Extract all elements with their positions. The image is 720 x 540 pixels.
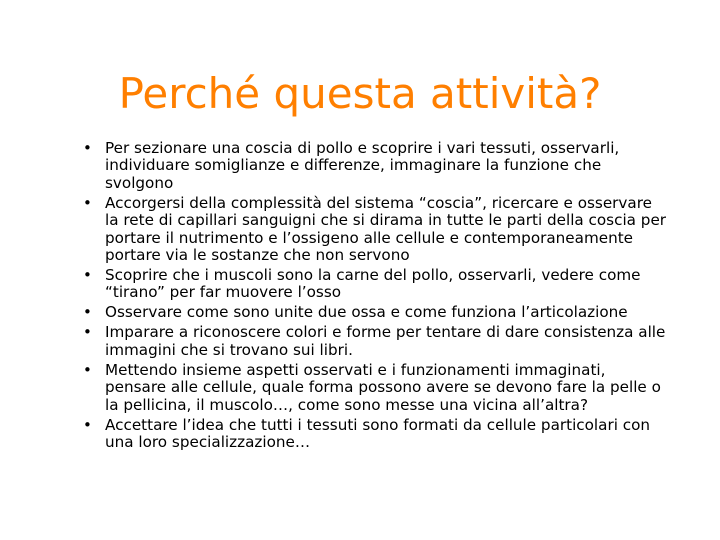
bullet-marker: • bbox=[83, 323, 92, 342]
bullet-item bbox=[80, 267, 670, 302]
bullet-item bbox=[80, 417, 670, 452]
bullet-text: Osservare come sono unite due ossa e come funziona l’articolazione bbox=[105, 303, 628, 322]
bullet-text: Accettare l’idea che tutti i tessuti sono formati da cellule particolari con una loro specializzazione… bbox=[105, 415, 651, 452]
bullet-marker: • bbox=[83, 360, 92, 379]
bullet-item bbox=[80, 140, 670, 192]
bullet-text: Accorgersi della complessità del sistema “coscia”, ricercare e osservare la rete di capillari sanguigni che si dirama in tutte le parti della coscia per portare il nutrimento e l’ossigeno alle cellule e contemporaneamente portare via le sostanze che non servono bbox=[105, 193, 667, 265]
bullet-text: Per sezionare una coscia di pollo e scoprire i vari tessuti, osservarli, individuare somiglianze e differenze, immaginare la funzione che svolgono bbox=[105, 139, 620, 192]
bullet-item bbox=[80, 195, 670, 265]
bullet-text: Imparare a riconoscere colori e forme per tentare di dare consistenza alle immagini che si trovano sui libri. bbox=[105, 323, 666, 359]
bullet-item bbox=[80, 304, 670, 321]
bullet-text: Scoprire che i muscoli sono la carne del pollo, osservarli, vedere come “tirano” per far muovere l’osso bbox=[105, 266, 641, 302]
bullet-marker: • bbox=[83, 303, 92, 322]
slide-title: Perché questa attività? bbox=[118, 69, 602, 118]
bullet-marker: • bbox=[83, 139, 92, 157]
bullet-item bbox=[80, 324, 670, 359]
bullet-item bbox=[80, 362, 670, 414]
bullet-text: Mettendo insieme aspetti osservati e i funzionamenti immaginati, pensare alle cellule, quale forma possono avere se devono fare la pelle o la pellicina, il muscolo…, come sono messe una vicina all’altra? bbox=[105, 360, 661, 414]
bullet-marker: • bbox=[83, 415, 92, 434]
bullet-marker: • bbox=[83, 193, 92, 212]
bullet-marker: • bbox=[83, 266, 92, 285]
bullet-list bbox=[80, 140, 670, 454]
